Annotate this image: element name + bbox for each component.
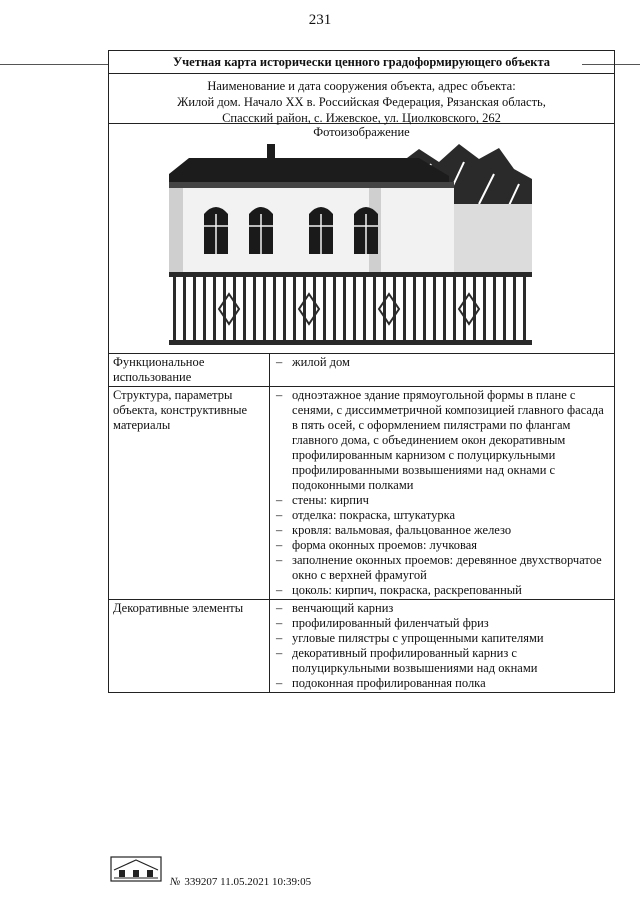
list-item: – декоративный профилированный карниз с полуциркульными возвышениями над окнами — [270, 646, 614, 676]
photo-section — [109, 124, 614, 354]
registration-card — [108, 50, 615, 693]
list-item: – отделка: покраска, штукатурка — [270, 508, 614, 523]
table-row — [109, 600, 614, 693]
table-row — [109, 354, 614, 387]
page-number: 231 — [308, 12, 332, 28]
document-stamp-icon — [110, 856, 162, 882]
list-item: – венчающий карниз — [270, 601, 614, 616]
row-label: Декоративные элементы — [109, 600, 270, 693]
row-label: Функциональное использование — [109, 354, 270, 387]
row-values — [270, 600, 615, 693]
list-item: – стены: кирпич — [270, 493, 614, 508]
margin-line-left — [0, 64, 108, 65]
object-info-line: Жилой дом. Начало XX в. Российская Федерация, Рязанская область, — [177, 95, 546, 109]
document-id-timestamp: 339207 11.05.2021 10:39:05 — [184, 876, 312, 888]
row-label: Структура, параметры объекта, конструктивные материалы — [109, 387, 270, 600]
object-info-heading: Наименование и дата сооружения объекта, адрес объекта: — [207, 79, 516, 93]
card-title: Учетная карта исторически ценного градоформирующего объекта — [109, 51, 614, 74]
house-photo — [169, 144, 532, 349]
list-item: – профилированный филенчатый фриз — [270, 616, 614, 631]
list-item: – форма оконных проемов: лучковая — [270, 538, 614, 553]
list-item: – заполнение оконных проемов: деревянное двухстворчатое окно с верхней фрамугой — [270, 553, 614, 583]
photo-caption: Фотоизображение — [313, 125, 410, 139]
row-values — [270, 354, 615, 387]
object-info-address: Спасский район, с. Ижевское, ул. Циолковского, 262 — [222, 111, 501, 125]
parameters-table — [109, 354, 614, 693]
row-values — [270, 387, 615, 600]
object-info — [109, 74, 614, 124]
table-row — [109, 387, 614, 600]
list-item: – подоконная профилированная полка — [270, 676, 614, 691]
list-item: – одноэтажное здание прямоугольной формы в плане с сенями, с диссимметричной композицией главного фасада в пять осей, с оформлением пилястрами по флангам главного дома, с объединением окон декоративным профилированным карнизом с полуциркульными профилированными возвышениями над окнами с подоконными полками — [270, 388, 614, 493]
list-item: – угловые пилястры с упрощенными капителями — [270, 631, 614, 646]
number-sign: № — [170, 876, 181, 888]
document-footer — [170, 876, 311, 888]
list-item: – цоколь: кирпич, покраска, раскрепованный — [270, 583, 614, 598]
list-item: – кровля: вальмовая, фальцованное железо — [270, 523, 614, 538]
list-item: – жилой дом — [270, 355, 614, 370]
